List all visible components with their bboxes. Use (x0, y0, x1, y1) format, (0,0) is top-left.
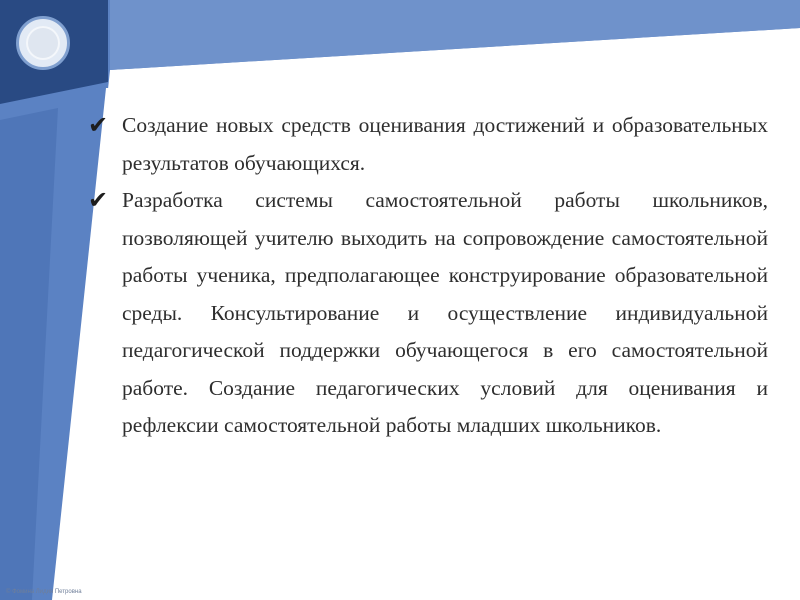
copyright-footer: © Фомина Лидия Петровна (6, 589, 82, 595)
bullet-list (80, 107, 768, 445)
list-item (80, 182, 768, 445)
list-item (80, 107, 768, 182)
circle-icon-inner (26, 26, 60, 60)
top-band-highlight (110, 0, 800, 70)
checkmark-icon: ✔ (88, 111, 109, 139)
circle-icon (16, 16, 70, 70)
bullet-text: Разработка системы самостоятельной работы школьников, позволяющей учителю выходить на сопровождение самостоятельной работы ученика, предполагающее конструирование образовательной среды. Консультирование и осуществление индивидуальной педагогической поддержки обучающегося в его самостоятельной работе. Создание педагогических условий для оценивания и рефлексии самостоятельной работы младших школьников. (122, 188, 768, 437)
checkmark-icon: ✔ (88, 186, 109, 214)
bullet-text: Создание новых средств оценивания достижений и образовательных результатов обучающихся. (122, 113, 768, 175)
